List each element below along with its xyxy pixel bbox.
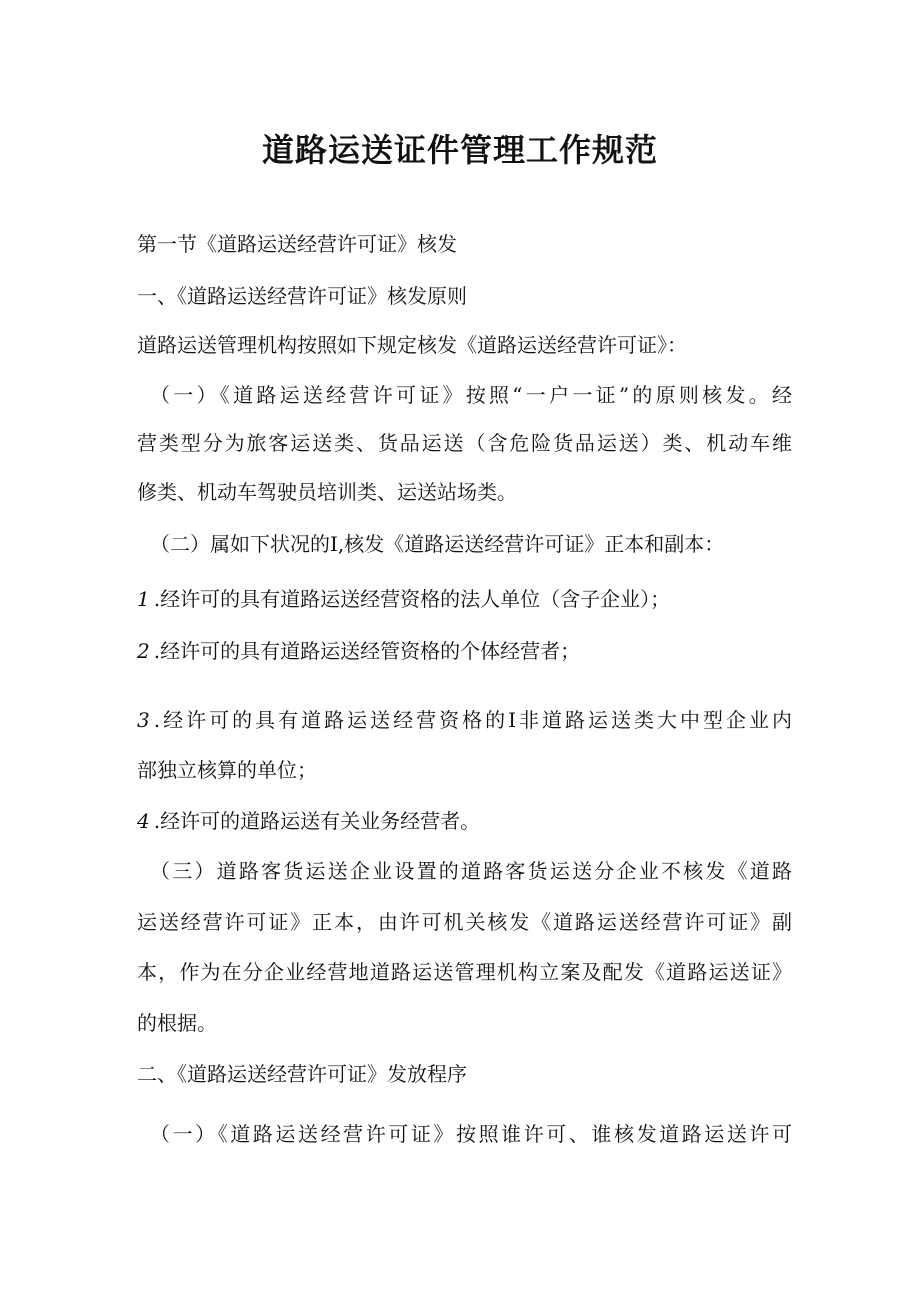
list-item: 2 .经许可的具有道路运送经管资格的个体经营者； [137, 639, 581, 663]
document-title: 道路运送证件管理工作规范 [261, 131, 658, 169]
subsection-heading: 二、《道路运送经营许可证》发放程序 [137, 1062, 467, 1086]
list-item: 4 .经许可的道路运送有关业务经营者。 [137, 809, 481, 833]
list-number: 3 [137, 708, 150, 732]
list-item: 1 .经许可的具有道路运送经营资格的法人单位（含子企业）； [137, 587, 671, 611]
paragraph-line: 修类、机动车驾驶员培训类、运送站场类。 [137, 480, 517, 504]
list-item: 3 .经许可的具有道路运送经营资格的I非道路运送类大中型企业内 [137, 708, 792, 732]
list-number: 1 [137, 587, 150, 611]
paragraph-line: 部独立核算的单位； [137, 758, 317, 782]
paragraph-line: 道路运送管理机构按照如下规定核发《道路运送经营许可证》： [137, 333, 687, 357]
paragraph-line: 的根据。 [137, 1011, 217, 1035]
paragraph-line: （三）道路客货运送企业设置的道路客货运送分企业不核发《道路 [150, 859, 792, 883]
paragraph-line: （一）《道路运送经营许可证》按照“一户一证”的原则核发。经 [150, 383, 792, 407]
list-number: 4 [137, 809, 150, 833]
list-number: 2 [137, 639, 150, 663]
paragraph-line: 营类型分为旅客运送类、货品运送（含危险货品运送）类、机动车维 [137, 431, 792, 455]
paragraph-line: 本，作为在分企业经营地道路运送管理机构立案及配发《道路运送证》 [137, 960, 792, 984]
subsection-heading: 一、《道路运送经营许可证》核发原则 [137, 284, 467, 308]
paragraph-line: （二）属如下状况的I,核发《道路运送经营许可证》正本和副本： [150, 532, 725, 556]
paragraph-line: （一）《道路运送经营许可证》按照谁许可、谁核发道路运送许可 [150, 1122, 792, 1146]
paragraph-line: 运送经营许可证》正本，由许可机关核发《道路运送经营许可证》副 [137, 910, 792, 934]
section-heading: 第一节《道路运送经营许可证》核发 [137, 232, 457, 256]
